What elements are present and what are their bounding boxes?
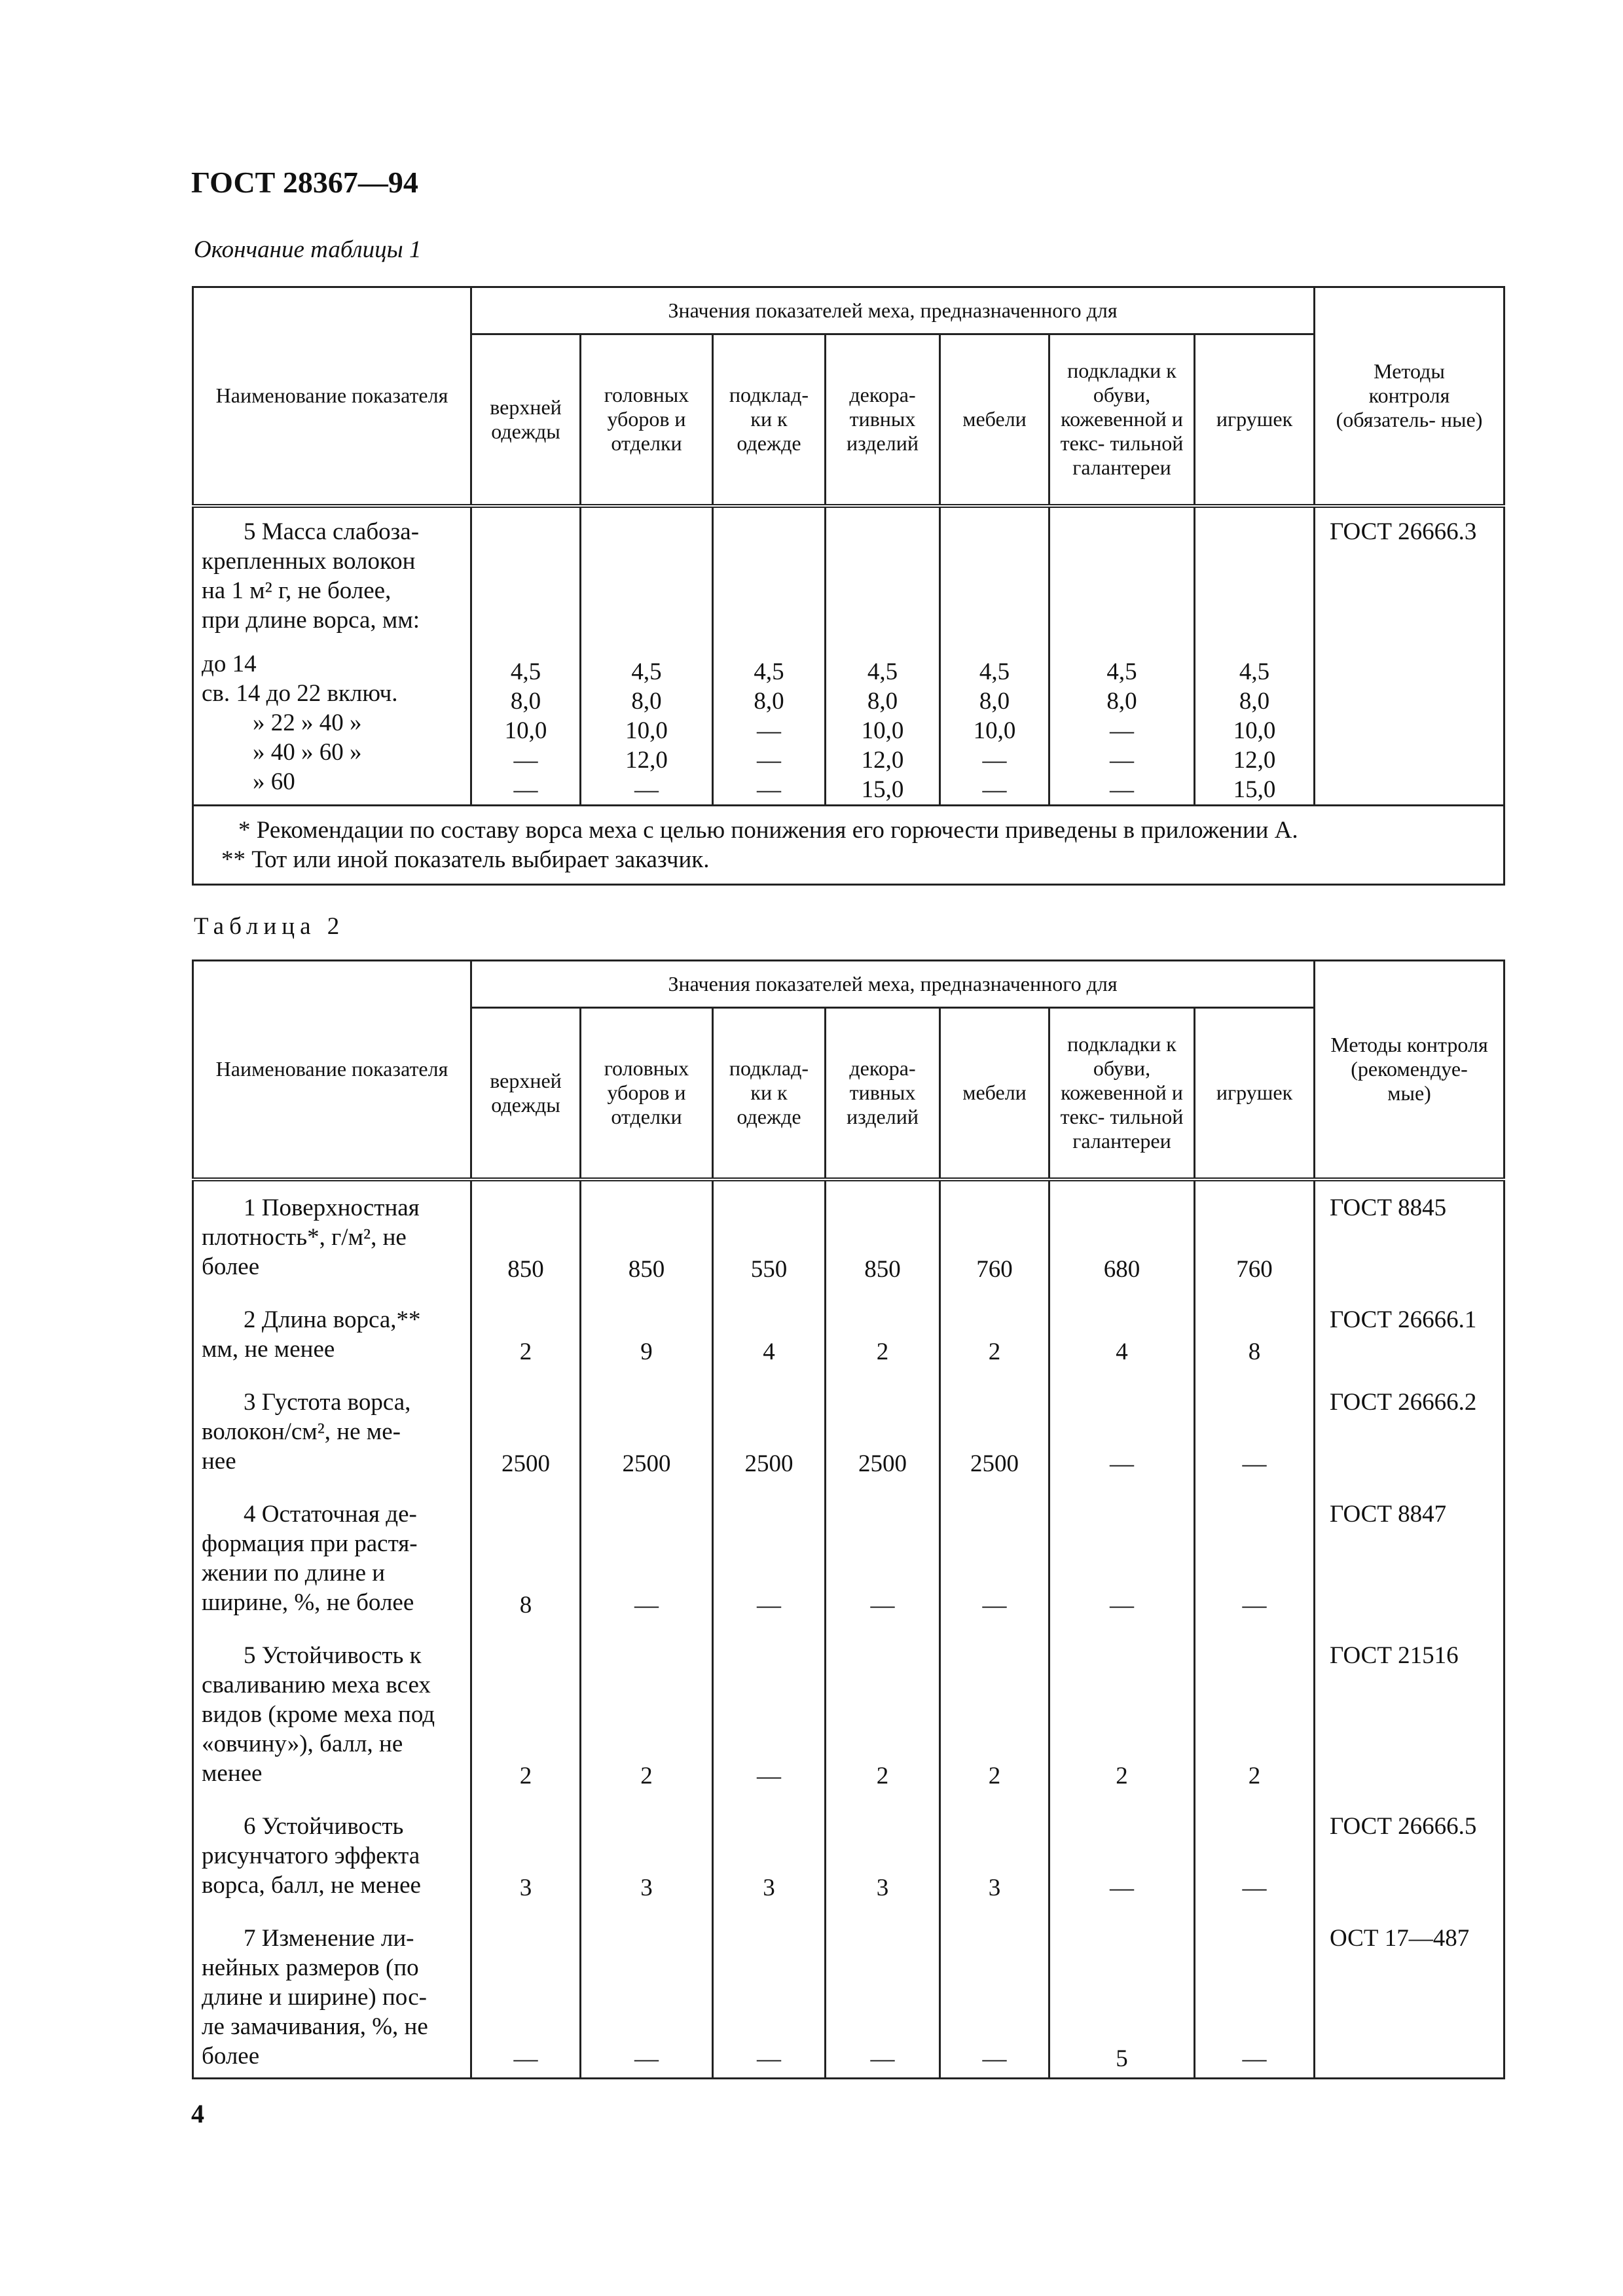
value-cell: — — [471, 1907, 581, 2079]
value-cell: 2500 — [581, 1371, 713, 1482]
value-cell: 12,0 — [1233, 746, 1276, 774]
table-row — [193, 1288, 1504, 1371]
value-cell: — — [1195, 1482, 1315, 1624]
value-cell: — — [1195, 1907, 1315, 2079]
value-cell: — — [757, 746, 781, 774]
value-cell: — — [1049, 1482, 1195, 1624]
value-cell: 4 — [713, 1288, 826, 1371]
value-cell: 4,5 — [510, 658, 541, 685]
value-cell: — — [826, 1482, 940, 1624]
t1-head-method: Методы контроля (обязатель- ные) — [1315, 287, 1504, 506]
value-cell: 3 — [826, 1795, 940, 1907]
t2-col-header: декора- тивных изделий — [826, 1008, 940, 1179]
value-cell: 4,5 — [867, 658, 898, 685]
row-name — [193, 1795, 471, 1907]
t1-row-name — [193, 506, 471, 806]
name-line: 3 Густота ворса, — [244, 1388, 411, 1416]
row-name — [193, 1482, 471, 1624]
t1-col-header: подклад- ки к одежде — [713, 334, 826, 506]
name-line: сваливанию меха всех — [202, 1671, 431, 1698]
name-line: волокон/см², не ме- — [202, 1418, 401, 1445]
value-cell: 2 — [471, 1624, 581, 1795]
name-line: 5 Масса слабоза- — [244, 518, 420, 545]
value-cell: — — [713, 1482, 826, 1624]
page-number: 4 — [191, 2099, 204, 2128]
page-title: ГОСТ 28367—94 — [191, 166, 418, 199]
name-line: 2 Длина ворса,** — [244, 1306, 421, 1333]
note-line: * Рекомендации по составу ворса меха с целью понижения его горючести приведены в приложении А. — [238, 816, 1298, 844]
value-cell: 850 — [471, 1179, 581, 1288]
row-name — [193, 1371, 471, 1482]
value-cell: — — [1110, 717, 1134, 744]
name-line: видов (кроме меха под — [202, 1700, 435, 1728]
value-cell: 10,0 — [1233, 717, 1276, 744]
value-cell: 2 — [940, 1624, 1049, 1795]
sub-label: » 40 » 60 » — [253, 738, 362, 766]
value-cell: 2500 — [471, 1371, 581, 1482]
value-cell: 4,5 — [1239, 658, 1270, 685]
table1 — [192, 286, 1505, 886]
value-cell: 850 — [581, 1179, 713, 1288]
value-cell: 2 — [826, 1624, 940, 1795]
value-cell: 10,0 — [504, 717, 547, 744]
t1-col-header: декора- тивных изделий — [826, 334, 940, 506]
table-row — [193, 1179, 1504, 1288]
value-cell: 8,0 — [1106, 687, 1137, 715]
name-line: 6 Устойчивость — [244, 1812, 404, 1840]
value-cell: 10,0 — [973, 717, 1016, 744]
value-cell: 3 — [581, 1795, 713, 1907]
value-cell: 8,0 — [979, 687, 1010, 715]
table2-caption: Таблица 2 — [194, 913, 345, 940]
value-cell: 760 — [1195, 1179, 1315, 1288]
method-cell: ОСТ 17—487 — [1315, 1907, 1504, 2079]
value-cell: 850 — [826, 1179, 940, 1288]
table-row — [193, 1624, 1504, 1795]
value-cell: 9 — [581, 1288, 713, 1371]
method-cell: ГОСТ 21516 — [1315, 1624, 1504, 1795]
name-line: 4 Остаточная де- — [244, 1500, 417, 1528]
value-cell: — — [513, 776, 538, 803]
row-name — [193, 1907, 471, 2079]
name-line: рисунчатого эффекта — [202, 1842, 420, 1869]
table1-caption: Окончание таблицы 1 — [194, 236, 422, 263]
value-cell: 2500 — [940, 1371, 1049, 1482]
value-cell: — — [581, 1482, 713, 1624]
value-cell: 2 — [826, 1288, 940, 1371]
value-cell: 8,0 — [510, 687, 541, 715]
name-line: 5 Устойчивость к — [244, 1641, 422, 1669]
t2-col-header: подклад- ки к одежде — [713, 1008, 826, 1179]
value-cell: 12,0 — [861, 746, 904, 774]
value-cell: 4,5 — [1106, 658, 1137, 685]
value-cell: 8,0 — [631, 687, 662, 715]
value-cell: — — [1195, 1371, 1315, 1482]
value-cell: 4,5 — [754, 658, 784, 685]
value-cell: 8 — [471, 1482, 581, 1624]
row-name — [193, 1288, 471, 1371]
value-cell: — — [1049, 1371, 1195, 1482]
value-cell: 2500 — [826, 1371, 940, 1482]
sub-label: » 22 » 40 » — [253, 709, 362, 736]
value-cell: — — [1049, 1795, 1195, 1907]
t2-col-header: верхней одежды — [471, 1008, 581, 1179]
value-cell: 10,0 — [625, 717, 668, 744]
name-line: ширине, %, не более — [202, 1588, 414, 1616]
method-cell: ГОСТ 26666.1 — [1315, 1288, 1504, 1371]
name-line: 1 Поверхностная — [244, 1194, 420, 1221]
t1-col-header: головных уборов и отделки — [581, 334, 713, 506]
t2-col-header: мебели — [940, 1008, 1049, 1179]
t2-col-header: подкладки к обуви, кожевенной и текс- тильной галантереи — [1049, 1008, 1195, 1179]
name-line: ле замачивания, %, не — [202, 2013, 428, 2040]
value-cell: 2 — [1049, 1624, 1195, 1795]
method-cell: ГОСТ 26666.5 — [1315, 1795, 1504, 1907]
t1-head-name: Наименование показателя — [193, 287, 471, 506]
value-cell: 8,0 — [1239, 687, 1270, 715]
name-line: ворса, балл, не менее — [202, 1871, 421, 1899]
value-cell: — — [1110, 776, 1134, 803]
value-cell: 3 — [713, 1795, 826, 1907]
t1-values-col — [826, 506, 940, 806]
sub-label: св. 14 до 22 включ. — [202, 679, 398, 707]
value-cell: — — [581, 1907, 713, 2079]
t1-col-header: мебели — [940, 334, 1049, 506]
name-line: крепленных волокон — [202, 547, 416, 575]
t1-method: ГОСТ 26666.3 — [1315, 506, 1504, 806]
value-cell: — — [713, 1624, 826, 1795]
value-cell: 8,0 — [867, 687, 898, 715]
value-cell: — — [940, 1482, 1049, 1624]
t1-col-header: подкладки к обуви, кожевенной и текс- тильной галантереи — [1049, 334, 1195, 506]
t1-values-col — [1195, 506, 1315, 806]
value-cell: — — [1195, 1795, 1315, 1907]
table-row — [193, 1482, 1504, 1624]
table-row — [193, 1795, 1504, 1907]
value-cell: 680 — [1049, 1179, 1195, 1288]
name-line: «овчину»), балл, не — [202, 1730, 403, 1757]
value-cell: 2 — [471, 1288, 581, 1371]
value-cell: 2 — [581, 1624, 713, 1795]
t1-notes — [193, 805, 1504, 884]
t1-head-group: Значения показателей меха, предназначенного для — [471, 287, 1315, 334]
value-cell: 4,5 — [631, 658, 662, 685]
value-cell: 10,0 — [861, 717, 904, 744]
value-cell: — — [757, 717, 781, 744]
value-cell: — — [1110, 746, 1134, 774]
value-cell: 4,5 — [979, 658, 1010, 685]
t1-values-col — [940, 506, 1049, 806]
value-cell: — — [634, 776, 659, 803]
value-cell: 5 — [1049, 1907, 1195, 2079]
name-line: при длине ворса, мм: — [202, 606, 420, 634]
sub-label: » 60 — [253, 768, 295, 795]
method-cell: ГОСТ 8847 — [1315, 1482, 1504, 1624]
row-name — [193, 1179, 471, 1288]
t1-values-col — [581, 506, 713, 806]
name-line: на 1 м² г, не более, — [202, 577, 392, 604]
value-cell: 4 — [1049, 1288, 1195, 1371]
name-line: мм, не менее — [202, 1335, 335, 1363]
name-line: 7 Изменение ли- — [244, 1924, 414, 1952]
note-line: ** Тот или иной показатель выбирает заказчик. — [221, 846, 710, 873]
value-cell: 3 — [940, 1795, 1049, 1907]
name-line: нейных размеров (по — [202, 1954, 419, 1981]
table-row — [193, 1371, 1504, 1482]
value-cell: 3 — [471, 1795, 581, 1907]
name-line: нее — [202, 1447, 236, 1475]
value-cell: — — [713, 1907, 826, 2079]
t2-head-method: Методы контроля (рекомендуе- мые) — [1315, 961, 1504, 1179]
t1-col-header: верхней одежды — [471, 334, 581, 506]
sub-label: до 14 — [202, 650, 257, 677]
t1-values-col — [1049, 506, 1195, 806]
value-cell: — — [982, 746, 1007, 774]
value-cell: — — [826, 1907, 940, 2079]
table2 — [192, 960, 1505, 2079]
name-line: длине и ширине) пос- — [202, 1983, 427, 2011]
row-name — [193, 1624, 471, 1795]
value-cell: 2 — [940, 1288, 1049, 1371]
value-cell: — — [940, 1907, 1049, 2079]
name-line: более — [202, 1253, 260, 1280]
name-line: менее — [202, 1759, 263, 1787]
value-cell: 550 — [713, 1179, 826, 1288]
name-line: плотность*, г/м², не — [202, 1223, 407, 1251]
t1-values-col — [713, 506, 826, 806]
value-cell: — — [982, 776, 1007, 803]
t2-col-header: головных уборов и отделки — [581, 1008, 713, 1179]
t1-col-header: игрушек — [1195, 334, 1315, 506]
name-line: более — [202, 2042, 260, 2070]
value-cell: 760 — [940, 1179, 1049, 1288]
t2-col-header: игрушек — [1195, 1008, 1315, 1179]
value-cell: 2500 — [713, 1371, 826, 1482]
t2-head-name: Наименование показателя — [193, 961, 471, 1179]
method-cell: ГОСТ 26666.2 — [1315, 1371, 1504, 1482]
name-line: формация при растя- — [202, 1530, 418, 1557]
value-cell: 15,0 — [1233, 776, 1276, 803]
name-line: жении по длине и — [202, 1559, 386, 1587]
table-row — [193, 1907, 1504, 2079]
value-cell: — — [757, 776, 781, 803]
value-cell: 8,0 — [754, 687, 784, 715]
value-cell: 12,0 — [625, 746, 668, 774]
t2-head-group: Значения показателей меха, предназначенного для — [471, 961, 1315, 1008]
value-cell: 15,0 — [861, 776, 904, 803]
value-cell: 2 — [1195, 1624, 1315, 1795]
t1-values-col — [471, 506, 581, 806]
method-cell: ГОСТ 8845 — [1315, 1179, 1504, 1288]
value-cell: — — [513, 746, 538, 774]
value-cell: 8 — [1195, 1288, 1315, 1371]
